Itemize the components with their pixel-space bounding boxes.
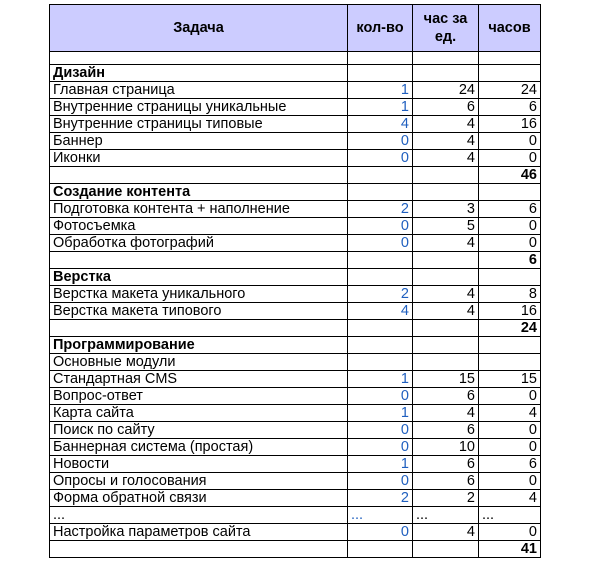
table-row xyxy=(50,490,541,507)
table-row xyxy=(50,133,541,150)
table-row xyxy=(50,439,541,456)
empty-cell xyxy=(413,337,479,354)
task-name: Внутренние страницы типовые xyxy=(50,116,348,133)
empty-cell xyxy=(479,269,541,286)
hours-cell: 0 xyxy=(479,524,541,541)
empty-cell xyxy=(413,541,479,558)
empty-cell xyxy=(348,541,413,558)
empty-cell xyxy=(50,252,348,269)
header-task: Задача xyxy=(50,5,348,52)
empty-cell xyxy=(479,65,541,82)
subtotal-row xyxy=(50,252,541,269)
per-unit-cell: 6 xyxy=(413,422,479,439)
header-per-unit: час за ед. xyxy=(413,5,479,52)
section-title: Дизайн xyxy=(50,65,348,82)
task-name: Баннер xyxy=(50,133,348,150)
hours-cell: 0 xyxy=(479,388,541,405)
qty-cell: 0 xyxy=(348,473,413,490)
table-row xyxy=(50,388,541,405)
header-hours: часов xyxy=(479,5,541,52)
per-unit-cell: 2 xyxy=(413,490,479,507)
hours-cell: 6 xyxy=(479,456,541,473)
per-unit-cell: 4 xyxy=(413,405,479,422)
table-row xyxy=(50,218,541,235)
subtotal-row xyxy=(50,541,541,558)
hours-cell: 0 xyxy=(479,150,541,167)
qty-cell: 1 xyxy=(348,99,413,116)
per-unit-cell: 4 xyxy=(413,303,479,320)
table-row xyxy=(50,82,541,99)
task-name: Внутренние страницы уникальные xyxy=(50,99,348,116)
empty-cell xyxy=(348,269,413,286)
per-unit-cell: 4 xyxy=(413,286,479,303)
task-name: ... xyxy=(50,507,348,524)
task-name: Подготовка контента + наполнение xyxy=(50,201,348,218)
section-title: Создание контента xyxy=(50,184,348,201)
hours-cell: 24 xyxy=(479,82,541,99)
qty-cell: 2 xyxy=(348,286,413,303)
subtotal-hours: 41 xyxy=(479,541,541,558)
qty-cell: 1 xyxy=(348,371,413,388)
subtotal-hours: 24 xyxy=(479,320,541,337)
hours-cell: 0 xyxy=(479,473,541,490)
ellipsis-row xyxy=(50,507,541,524)
task-name: Обработка фотографий xyxy=(50,235,348,252)
hours-cell: 0 xyxy=(479,133,541,150)
table-row xyxy=(50,303,541,320)
qty-cell: 0 xyxy=(348,524,413,541)
table-row xyxy=(50,201,541,218)
per-unit-cell: 24 xyxy=(413,82,479,99)
qty-cell: 1 xyxy=(348,456,413,473)
spacer-cell xyxy=(413,52,479,65)
per-unit-cell: 15 xyxy=(413,371,479,388)
task-name: Опросы и голосования xyxy=(50,473,348,490)
qty-cell: 4 xyxy=(348,303,413,320)
task-name: Главная страница xyxy=(50,82,348,99)
hours-cell: 0 xyxy=(479,439,541,456)
hours-cell: 16 xyxy=(479,116,541,133)
empty-cell xyxy=(50,541,348,558)
hours-cell: 6 xyxy=(479,99,541,116)
table-row xyxy=(50,405,541,422)
hours-cell: 0 xyxy=(479,235,541,252)
qty-cell: 0 xyxy=(348,133,413,150)
empty-cell xyxy=(348,252,413,269)
per-unit-cell: 3 xyxy=(413,201,479,218)
per-unit-cell: 4 xyxy=(413,133,479,150)
empty-cell xyxy=(479,184,541,201)
per-unit-cell: 10 xyxy=(413,439,479,456)
per-unit-cell: 4 xyxy=(413,524,479,541)
table-row xyxy=(50,235,541,252)
qty-cell: 2 xyxy=(348,201,413,218)
qty-cell: 0 xyxy=(348,439,413,456)
hours-cell: 0 xyxy=(479,218,541,235)
empty-cell xyxy=(348,337,413,354)
qty-cell: 0 xyxy=(348,218,413,235)
task-name: Настройка параметров сайта xyxy=(50,524,348,541)
empty-cell xyxy=(413,269,479,286)
section-row xyxy=(50,269,541,286)
empty-cell xyxy=(348,320,413,337)
section-row xyxy=(50,337,541,354)
table-row xyxy=(50,116,541,133)
hours-cell: 4 xyxy=(479,405,541,422)
qty-cell xyxy=(348,354,413,371)
empty-cell xyxy=(413,167,479,184)
task-name: Карта сайта xyxy=(50,405,348,422)
table-row xyxy=(50,473,541,490)
task-name: Основные модули xyxy=(50,354,348,371)
empty-cell xyxy=(348,167,413,184)
empty-cell xyxy=(413,252,479,269)
header-qty: кол-во xyxy=(348,5,413,52)
empty-cell xyxy=(50,320,348,337)
per-unit-cell: ... xyxy=(413,507,479,524)
task-name: Верстка макета типового xyxy=(50,303,348,320)
qty-cell: 1 xyxy=(348,405,413,422)
qty-cell: ... xyxy=(348,507,413,524)
table-body xyxy=(50,52,541,558)
task-name: Верстка макета уникального xyxy=(50,286,348,303)
task-name: Баннерная система (простая) xyxy=(50,439,348,456)
table-row xyxy=(50,524,541,541)
hours-cell: 16 xyxy=(479,303,541,320)
per-unit-cell: 4 xyxy=(413,235,479,252)
header-row xyxy=(50,5,541,52)
qty-cell: 1 xyxy=(348,82,413,99)
qty-cell: 2 xyxy=(348,490,413,507)
table-row xyxy=(50,456,541,473)
per-unit-cell: 4 xyxy=(413,150,479,167)
table-row xyxy=(50,371,541,388)
empty-cell xyxy=(413,320,479,337)
task-name: Форма обратной связи xyxy=(50,490,348,507)
empty-cell xyxy=(50,167,348,184)
section-title: Программирование xyxy=(50,337,348,354)
table-row xyxy=(50,99,541,116)
hours-cell: 6 xyxy=(479,201,541,218)
subtotal-row xyxy=(50,167,541,184)
qty-cell: 0 xyxy=(348,388,413,405)
hours-cell: ... xyxy=(479,507,541,524)
table-row xyxy=(50,354,541,371)
hours-cell: 0 xyxy=(479,422,541,439)
per-unit-cell: 4 xyxy=(413,116,479,133)
hours-cell: 8 xyxy=(479,286,541,303)
per-unit-cell: 6 xyxy=(413,456,479,473)
spacer-row xyxy=(50,52,541,65)
per-unit-cell: 6 xyxy=(413,99,479,116)
task-name: Иконки xyxy=(50,150,348,167)
task-name: Поиск по сайту xyxy=(50,422,348,439)
section-row xyxy=(50,65,541,82)
empty-cell xyxy=(348,184,413,201)
per-unit-cell: 5 xyxy=(413,218,479,235)
hours-cell xyxy=(479,354,541,371)
per-unit-cell: 6 xyxy=(413,473,479,490)
table-row xyxy=(50,150,541,167)
empty-cell xyxy=(348,65,413,82)
qty-cell: 0 xyxy=(348,150,413,167)
task-name: Вопрос-ответ xyxy=(50,388,348,405)
empty-cell xyxy=(413,184,479,201)
qty-cell: 0 xyxy=(348,235,413,252)
qty-cell: 0 xyxy=(348,422,413,439)
hours-cell: 4 xyxy=(479,490,541,507)
empty-cell xyxy=(479,337,541,354)
qty-cell: 4 xyxy=(348,116,413,133)
table-row xyxy=(50,286,541,303)
subtotal-hours: 46 xyxy=(479,167,541,184)
spacer-cell xyxy=(348,52,413,65)
subtotal-hours: 6 xyxy=(479,252,541,269)
per-unit-cell: 6 xyxy=(413,388,479,405)
section-title: Верстка xyxy=(50,269,348,286)
empty-cell xyxy=(413,65,479,82)
hours-cell: 15 xyxy=(479,371,541,388)
table-row xyxy=(50,422,541,439)
per-unit-cell xyxy=(413,354,479,371)
spacer-cell xyxy=(479,52,541,65)
estimate-table xyxy=(49,4,541,558)
spacer-cell xyxy=(50,52,348,65)
task-name: Новости xyxy=(50,456,348,473)
subtotal-row xyxy=(50,320,541,337)
task-name: Фотосъемка xyxy=(50,218,348,235)
section-row xyxy=(50,184,541,201)
task-name: Стандартная CMS xyxy=(50,371,348,388)
